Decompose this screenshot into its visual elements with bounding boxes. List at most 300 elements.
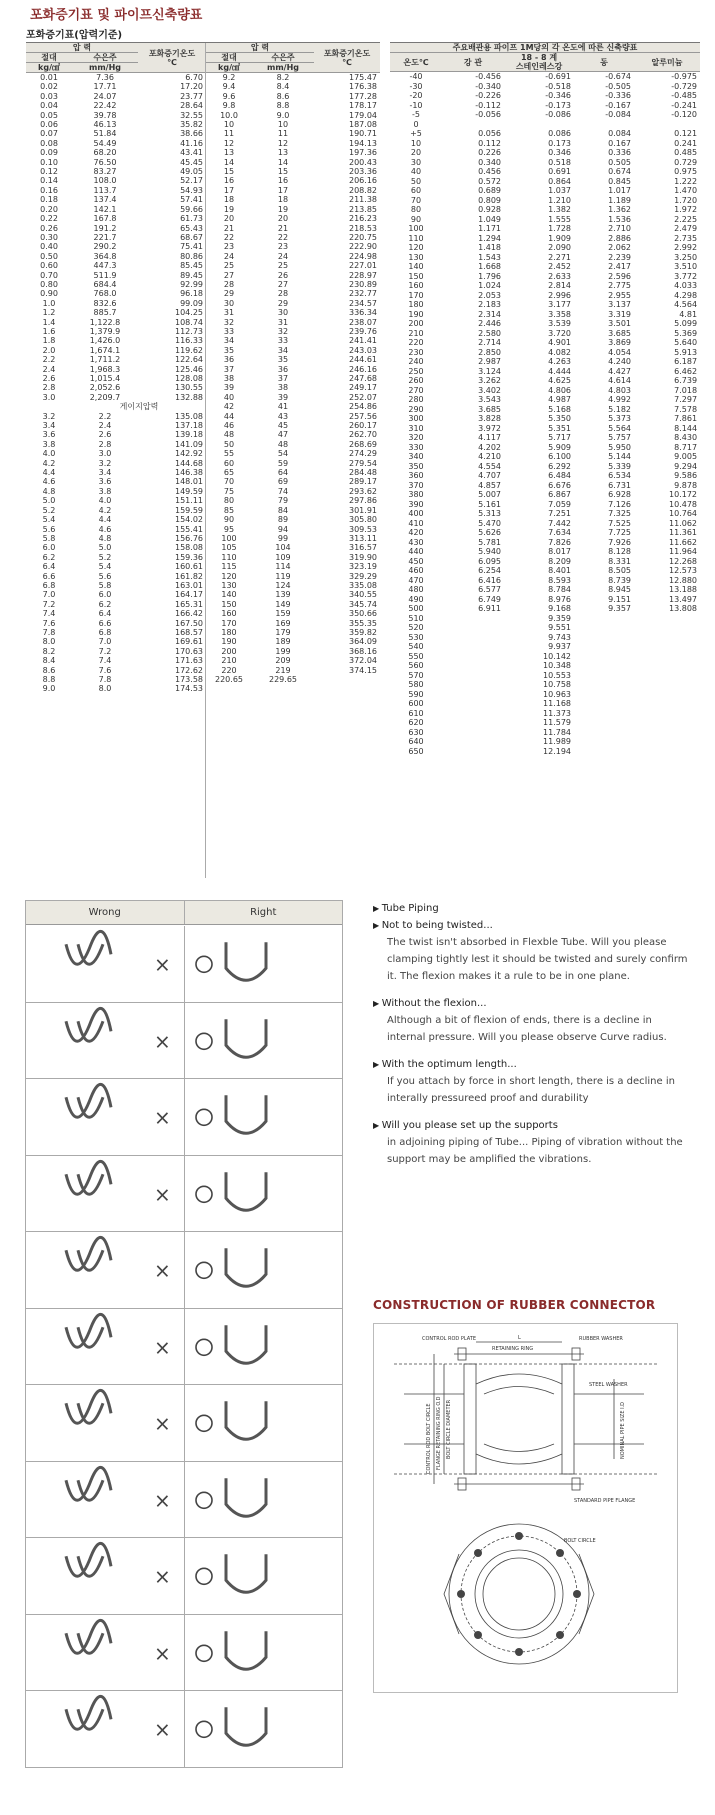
exp-value-cell: 3.137 (608, 300, 631, 309)
exp-value-cell: 9.005 (674, 452, 698, 461)
pressure-header-2: 압 력 (206, 43, 314, 53)
exp-value-cell: 4.564 (674, 300, 698, 309)
exp-row (390, 395, 700, 405)
exp-row (390, 481, 700, 491)
abs-pressure-cell: 0.09 (40, 148, 58, 158)
exp-value-cell: 4.554 (478, 461, 501, 471)
head-cell: 511.9 (93, 270, 117, 280)
steam-left-gauge-row (26, 449, 206, 458)
head-cell: 4.4 (98, 515, 112, 525)
abs-pressure-cell: 90 (223, 515, 235, 525)
exp-value-cell: 5.007 (478, 490, 501, 499)
temp-cell: 164.17 (175, 590, 203, 600)
abs-pressure-cell: 2.8 (42, 383, 56, 393)
exp-value-cell (442, 699, 504, 709)
abs-pressure-cell: 31 (223, 308, 235, 318)
steam-right-row (206, 590, 380, 599)
abs-pressure-cell: 7.4 (42, 609, 56, 619)
steam-right-row (206, 365, 380, 374)
head-cell: 35 (277, 355, 289, 365)
exp-row (390, 243, 700, 253)
head-cell: 36 (277, 364, 289, 374)
exp-row (390, 186, 700, 196)
exp-value-cell (442, 614, 504, 624)
exp-value-cell: 2.996 (548, 290, 571, 300)
steam-right-row (206, 675, 380, 684)
exp-value-cell: 10.348 (543, 661, 571, 670)
steam-right-row (206, 421, 380, 430)
temp-cell: 89.45 (180, 270, 203, 280)
head-cell: 1,674.1 (89, 345, 121, 355)
exp-temp-cell: 20 (410, 148, 422, 157)
exp-value-cell (634, 633, 700, 643)
steam-right-row (206, 111, 380, 120)
steam-right-row (206, 459, 380, 468)
exp-value-cell: 4.806 (548, 385, 571, 395)
exp-temp-cell: 560 (408, 661, 424, 670)
abs-pressure-cell: 0.20 (40, 204, 58, 214)
head-cell: 10 (277, 120, 289, 130)
label-retaining-ring: RETAINING RING (492, 1346, 534, 1352)
exp-value-cell: 9.357 (608, 604, 631, 613)
abs-pressure-cell: 140 (221, 590, 237, 600)
exp-value-cell: -0.056 (475, 110, 501, 119)
note-text: If you attach by force in short length, there is a decline in interally pressureed proof and durability (387, 1076, 675, 1104)
exp-value-cell: -0.086 (545, 110, 571, 119)
abs-pressure-cell: 3.0 (42, 392, 56, 402)
abs-pressure-cell: 40 (223, 392, 235, 402)
head-cell: 46.13 (93, 120, 117, 130)
exp-value-cell (574, 699, 634, 709)
exp-value-cell: 0.729 (674, 157, 698, 167)
abs-pressure-cell: 17 (223, 185, 235, 195)
exp-temp-cell: +5 (410, 129, 422, 138)
steam-right-row (206, 176, 380, 185)
exp-value-cell: 1.796 (478, 271, 501, 281)
temp-cell: 216.23 (349, 214, 377, 224)
exp-value-cell: 5.161 (478, 499, 501, 509)
steam-left-row (26, 336, 206, 345)
right-pipe-shape (226, 1248, 266, 1286)
exp-col-header: 온도℃ (390, 53, 442, 72)
note-text: Although a bit of flexion of ends, there is a decline in internal pressure. Will you please observe Curve radius. (387, 1015, 667, 1043)
exp-row (390, 414, 700, 424)
steam-left-row (26, 365, 206, 374)
exp-value-cell (634, 747, 700, 757)
label-control-rod-circle: CONTROL ROD BOLT CIRCLE (426, 1403, 432, 1474)
exp-temp-cell: 240 (408, 357, 424, 366)
exp-value-cell: 0.674 (608, 167, 631, 176)
steam-table-left (26, 43, 206, 694)
label-rubber-washer: RUBBER WASHER (579, 1336, 623, 1342)
temp-cell: 142.92 (175, 449, 203, 459)
piping-example-illustration (26, 1462, 342, 1539)
piping-example-row (26, 1003, 342, 1080)
head-cell: 4.0 (98, 496, 112, 506)
exp-value-cell: 10.172 (669, 490, 698, 499)
head-cell: 8.4 (276, 82, 290, 92)
note-block (373, 1117, 693, 1168)
exp-value-cell: 1.024 (478, 281, 501, 290)
steam-left-gauge-row (26, 421, 206, 430)
exp-value-cell: 7.059 (548, 499, 571, 509)
temp-cell: 293.62 (349, 486, 377, 496)
exp-value-cell: 11.062 (669, 518, 698, 528)
abs-pressure-cell: 14 (223, 157, 235, 167)
exp-value-cell: 4.625 (548, 376, 571, 385)
steam-right-row (206, 515, 380, 524)
temp-cell: 238.07 (349, 317, 377, 327)
steam-right-row (206, 186, 380, 195)
exp-value-cell (442, 661, 504, 671)
steam-table-subtitle: 포화증기표(압력기준) (26, 30, 123, 41)
temp-cell: 206.16 (349, 176, 377, 186)
exp-value-cell: 6.928 (608, 490, 631, 499)
steam-right-row (206, 120, 380, 129)
abs-pressure-cell: 13 (223, 148, 235, 158)
head-cell: 22.42 (93, 101, 117, 111)
exp-value-cell: 1.668 (478, 262, 501, 271)
temp-cell: 35.82 (180, 120, 203, 130)
exp-value-cell: 11.964 (669, 547, 698, 556)
label-standard-flange: STANDARD PIPE FLANGE (574, 1498, 636, 1504)
exp-row (390, 158, 700, 168)
exp-value-cell: 4.992 (608, 395, 631, 404)
exp-value-cell: -0.173 (545, 100, 571, 110)
exp-value-cell: 4.240 (608, 357, 631, 366)
exp-value-cell: 9.151 (608, 594, 631, 604)
exp-temp-cell: 130 (408, 252, 424, 262)
steam-left-gauge-row (26, 628, 206, 637)
exp-value-cell: 5.350 (548, 414, 571, 423)
abs-pressure-cell: 0.14 (40, 176, 58, 186)
head-cell: 5.6 (98, 571, 112, 581)
exp-value-cell: 0.809 (478, 195, 501, 205)
steam-left-gauge-row (26, 440, 206, 449)
steam-right-row (206, 214, 380, 223)
steam-right-row (206, 581, 380, 590)
exp-temp-cell: 220 (408, 338, 424, 347)
exp-value-cell: 5.940 (478, 547, 501, 556)
temp-cell: 49.05 (180, 167, 203, 177)
exp-temp-cell: 380 (408, 490, 424, 499)
exp-value-cell: 1.536 (608, 214, 631, 224)
abs-pressure-cell: 3.4 (42, 421, 56, 431)
exp-temp-cell: 370 (408, 480, 424, 490)
exp-value-cell: 1.037 (548, 186, 571, 195)
abs-unit-2: kg/㎠ (206, 63, 252, 73)
temp-cell: 319.90 (349, 552, 377, 562)
abs-pressure-cell: 34 (223, 336, 235, 346)
exp-row (390, 519, 700, 529)
steam-left-row (26, 280, 206, 289)
abs-pressure-cell: 0.04 (40, 101, 58, 111)
head-cell: 15 (277, 167, 289, 177)
steam-left-row (26, 355, 206, 364)
right-pipe-shape (226, 1095, 266, 1133)
construction-diagram (373, 1323, 678, 1693)
exp-value-cell: 0.928 (478, 205, 501, 214)
exp-value-cell: 1.171 (478, 224, 501, 233)
exp-temp-cell: 300 (408, 414, 424, 423)
exp-row (390, 319, 700, 329)
abs-pressure-cell: 9.0 (42, 684, 56, 694)
temp-cell: 146.38 (175, 468, 203, 478)
abs-pressure-cell: 18 (223, 195, 235, 205)
abs-pressure-cell: 8.0 (42, 637, 56, 647)
exp-temp-cell: 340 (408, 452, 424, 461)
abs-pressure-cell: 6.8 (42, 580, 56, 590)
piping-example-illustration (26, 1003, 342, 1080)
exp-value-cell: -0.456 (475, 72, 501, 81)
abs-pressure-cell: 21 (223, 223, 235, 233)
abs-pressure-cell: 0.18 (40, 195, 58, 205)
steam-right-row (206, 562, 380, 571)
temp-cell: 112.73 (175, 326, 203, 336)
exp-value-cell: -0.120 (671, 110, 698, 119)
steam-left-gauge-row (26, 543, 206, 552)
abs-pressure-cell: 0.02 (40, 82, 58, 92)
head-cell: 11 (277, 129, 289, 139)
exp-row (390, 471, 700, 481)
steam-right-row (206, 355, 380, 364)
exp-value-cell: -0.112 (475, 100, 501, 110)
exp-value-cell: 0.084 (608, 129, 631, 138)
exp-value-cell: 8.505 (608, 566, 631, 575)
exp-row (390, 443, 700, 453)
exp-value-cell: 1.555 (548, 214, 571, 224)
temp-cell: 156.76 (175, 533, 203, 543)
piping-example-illustration (26, 1615, 342, 1692)
exp-temp-cell: 260 (408, 376, 424, 385)
head-cell: 1,122.8 (89, 317, 121, 327)
correct-circle-icon (196, 1262, 212, 1278)
piping-header (26, 901, 342, 925)
exp-value-cell: 2.886 (608, 233, 631, 243)
steam-right-row (206, 346, 380, 355)
wrong-pipe-shape (66, 1161, 111, 1194)
temp-cell: 313.11 (349, 533, 377, 543)
exp-value-cell: 2.955 (608, 290, 631, 300)
exp-value-cell: 8.717 (674, 442, 698, 452)
abs-pressure-cell: 35 (223, 345, 235, 355)
temp-unit: ℃ (167, 57, 177, 67)
exp-value-cell: 8.945 (608, 585, 631, 594)
steam-right-row (206, 92, 380, 101)
exp-value-cell: 1.972 (674, 205, 698, 214)
steam-right-row (206, 440, 380, 449)
piping-example-row (26, 1462, 342, 1539)
exp-row (390, 566, 700, 576)
steam-left-row (26, 233, 206, 242)
exp-row (390, 604, 700, 614)
exp-value-cell: 4.082 (548, 347, 571, 357)
exp-value-cell: 2.062 (608, 243, 631, 252)
exp-value-cell: 0.112 (478, 138, 501, 148)
exp-temp-cell: 390 (408, 499, 424, 509)
temp-cell: 350.66 (349, 609, 377, 619)
head-cell: 29 (277, 298, 289, 308)
temp-cell: 187.08 (349, 120, 377, 130)
exp-value-cell (634, 120, 700, 130)
blank-cell (26, 402, 72, 411)
steam-left-gauge-row (26, 675, 206, 684)
exp-value-cell: 3.720 (548, 328, 571, 338)
exp-value-cell: 2.633 (548, 271, 571, 281)
temp-cell: 239.76 (349, 326, 377, 336)
abs-pressure-cell: 25 (223, 261, 235, 271)
exp-row (390, 110, 700, 120)
steam-left-gauge-row (26, 525, 206, 534)
temp-cell: 130.55 (175, 383, 203, 393)
exp-row (390, 310, 700, 320)
exp-value-cell: 0.167 (608, 138, 631, 148)
exp-value-cell: 3.685 (608, 328, 631, 338)
exp-value-cell: 1.049 (478, 214, 501, 224)
exp-temp-cell: 540 (408, 642, 424, 651)
head-cell: 74 (277, 486, 289, 496)
exp-value-cell: 1.418 (478, 243, 501, 252)
exp-value-cell: 8.209 (548, 556, 571, 566)
abs-pressure-cell: 170 (221, 618, 237, 628)
steam-left-gauge-row (26, 647, 206, 656)
exp-value-cell: 8.739 (608, 575, 631, 585)
exp-temp-cell: 590 (408, 689, 424, 699)
head-cell: 3.2 (98, 458, 112, 468)
steam-right-row (206, 628, 380, 637)
temp-cell: 148.01 (175, 477, 203, 487)
abs-pressure-cell: 0.16 (40, 185, 58, 195)
head-header-2: 수은주 (252, 53, 314, 63)
exp-value-cell: -0.340 (475, 81, 501, 91)
abs-pressure-cell: 15 (223, 167, 235, 177)
exp-value-cell: 7.578 (674, 404, 698, 414)
exp-value-cell: 12.573 (669, 566, 698, 575)
temp-cell: 200.43 (349, 157, 377, 167)
abs-pressure-cell: 2.4 (42, 364, 56, 374)
exp-row (390, 690, 700, 700)
abs-pressure-cell: 9.2 (222, 73, 236, 82)
exp-value-cell: -0.518 (545, 81, 571, 91)
temp-cell: 197.36 (349, 148, 377, 158)
head-cell: 3.4 (98, 468, 112, 478)
exp-value-cell: 6.867 (548, 490, 571, 499)
exp-value-cell (442, 680, 504, 690)
temp-cell: 284.48 (349, 468, 377, 478)
head-cell: 221.7 (93, 232, 117, 242)
exp-value-cell: 6.100 (548, 452, 571, 461)
exp-value-cell: 0.845 (608, 176, 631, 186)
head-cell: 1,711.2 (89, 355, 121, 365)
abs-pressure-cell: 0.22 (40, 214, 58, 224)
exp-row (390, 348, 700, 358)
head-cell: 26 (277, 270, 289, 280)
exp-row (390, 576, 700, 586)
steam-left-gauge-row (26, 412, 206, 421)
note-block (373, 917, 693, 985)
abs-pressure-cell: 0.08 (40, 138, 58, 148)
temp-header-2 (314, 43, 380, 73)
exp-row (390, 538, 700, 548)
exp-value-cell: 7.634 (548, 528, 571, 537)
exp-value-cell: 3.543 (478, 395, 501, 404)
abs-pressure-cell: 0.07 (40, 129, 58, 139)
label-control-rod-plate: CONTROL ROD PLATE (422, 1336, 477, 1342)
temp-cell: 32.55 (180, 110, 203, 120)
head-cell: 68.20 (93, 148, 117, 158)
exp-temp-cell: 280 (408, 395, 424, 404)
steam-right-row (206, 327, 380, 336)
steam-left-row (26, 252, 206, 261)
exp-value-cell: 1.362 (608, 205, 631, 214)
construction-title: CONSTRUCTION OF RUBBER CONNECTOR (373, 1298, 656, 1312)
temp-cell: 177.28 (349, 91, 377, 101)
head-cell: 6.8 (98, 627, 112, 637)
wrong-cross-icon: × (154, 1258, 171, 1283)
abs-pressure-cell: 95 (223, 524, 235, 534)
exp-value-cell: 0.121 (674, 129, 698, 138)
piping-example-illustration (26, 1156, 342, 1233)
abs-pressure-cell: 0.12 (40, 167, 58, 177)
exp-value-cell: 8.593 (548, 575, 571, 585)
exp-temp-cell: 230 (408, 347, 424, 357)
temp-cell: 246.16 (349, 364, 377, 374)
head-cell: 24.07 (93, 91, 117, 101)
head-cell: 39.78 (93, 110, 117, 120)
steam-left-gauge-row (26, 572, 206, 581)
right-pipe-shape (226, 1019, 266, 1057)
head-cell: 76.50 (93, 157, 117, 167)
exp-value-cell: 4.427 (608, 366, 631, 376)
exp-value-cell: 6.484 (548, 471, 571, 480)
exp-temp-cell: 600 (408, 699, 424, 708)
exp-value-cell: 3.869 (608, 338, 631, 347)
temp-cell: 190.71 (349, 129, 377, 139)
exp-value-cell (442, 623, 504, 633)
temp-header-label-2: 포화증기온도 (323, 48, 371, 58)
steam-right-row (206, 468, 380, 477)
abs-pressure-cell: 2.0 (42, 345, 56, 355)
head-cell: 94 (277, 524, 289, 534)
steam-right-row (206, 158, 380, 167)
head-cell: 3.6 (98, 477, 112, 487)
steam-right-row (206, 233, 380, 242)
exp-value-cell (442, 690, 504, 700)
abs-pressure-cell: 100 (221, 533, 237, 543)
head-cell: 189 (275, 637, 291, 647)
abs-pressure-cell: 10.0 (220, 110, 238, 120)
steam-left-row (26, 167, 206, 176)
abs-pressure-cell: 190 (221, 637, 237, 647)
head-cell: 19 (277, 204, 289, 214)
wrong-pipe-shape (66, 1238, 111, 1271)
temp-cell: 45.45 (180, 157, 203, 167)
temp-cell: 359.82 (349, 627, 377, 637)
temp-cell: 211.38 (349, 195, 377, 205)
exp-value-cell: 5.339 (608, 461, 631, 471)
temp-cell: 137.18 (175, 421, 203, 431)
head-cell: 4.2 (98, 505, 112, 515)
head-cell: 48 (277, 439, 289, 449)
head-cell: 199 (275, 646, 291, 656)
exp-value-cell: 4.707 (478, 471, 501, 480)
exp-temp-cell: -5 (412, 110, 420, 119)
head-cell: 23 (277, 242, 289, 252)
steam-left-row (26, 308, 206, 317)
abs-pressure-cell: 7.2 (42, 599, 56, 609)
head-cell: 18 (277, 195, 289, 205)
abs-pressure-cell: 0.40 (40, 242, 58, 252)
